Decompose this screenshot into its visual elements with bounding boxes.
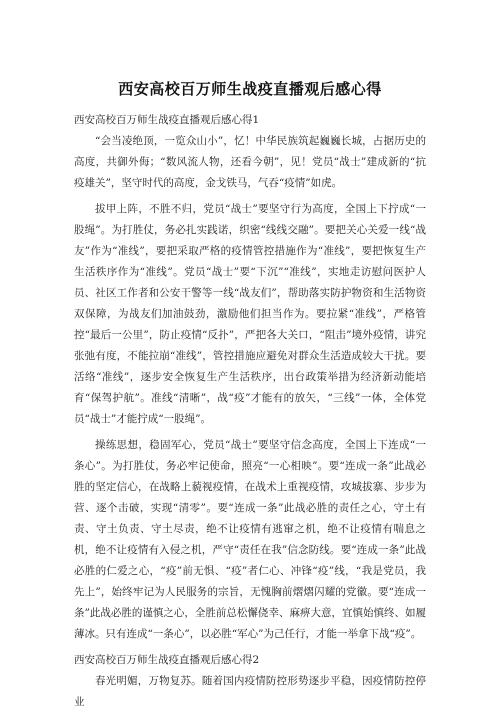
- paragraph: 操练思想，稳固军心，党员“战士”要坚守信念高度，全国上下连成“一条心”。为打胜仗，务必牢记使命，照亮“一心相映”。要“连成一条”此战必胜的坚定信心，在战略上藐视疫情，在战术上重视疫情，攻城拔寨、步步为营、逐个击破，实现“清零”。要“连成一条”此战必胜的责任之心，守土有责、守土负责、守土尽责，绝不让疫情有逃窜之机，绝不让疫情有喘息之机，绝不让疫情有入侵之机，严守“责任在我”信念防线。要“连成一条”此战必胜的仁爱之心，“疫”前无惧、“疫”者仁心、冲锋“疫”线，“我是党员，我先上”，始终牢记为人民服务的宗旨，无愧胸前熠熠闪耀的党徽。要“连成一条”此战必胜的谨慎之心，全胜前总松懈侥幸、麻痹大意，宜慎始慎终、如履薄冰。只有连成“一条心”，以必胜“军心”为己任行，才能一举拿下战“疫”。: [74, 439, 426, 640]
- paragraph: 春光明媚，万物复苏。随着国内疫情防控形势逐步平稳，因疫情防控停业: [74, 675, 426, 708]
- document-title: 西安高校百万师生战疫直播观后感心得: [118, 80, 382, 98]
- section-1: [74, 110, 426, 645]
- paragraph: 拔甲上阵，不胜不归，党员“战士”要坚守行为高度，全国上下拧成“一股绳”。为打胜仗，务必扎实践诺，织密“线线交融”。要把关心关爱一线“战友”作为“准线”，要把采取严格的疫情管控措施作为“准线”，要把恢复生产生活秩序作为“准线”。党员“战士”要“下沉”“准线”，实地走访慰问医护人员、社区工作者和公安干警等一线“战友们”，帮助落实防护物资和生活物资双保障，为战友们加油鼓劲，激励他们担当作为。要拉紧“准线”，严格管控“最后一公里”，防止疫情“反扑”，严把各大关口，“阻击”境外疫情，讲究张弛有度，不能拉崩“准线”，管控措施应避免对群众生活造成较大干扰。要活络“准线”，逐步安全恢复生产生活秩序，出台政策举措为经济新动能培育“保驾护航”。准线“清晰”，战“疫”才能有的放矢，“三线”一体，全体党员“战士”才能拧成“一股绳”。: [74, 203, 426, 425]
- paragraph: “会当凌绝顶，一览众山小”，忆！中华民族筑起巍巍长城，占据历史的高度，共御外侮；“数风流人物，还看今朝”，见！党员“战士”建成新的“抗疫雄关”，坚守时代的高度，金戈铁马，气吞“疫情”如虎。: [74, 135, 426, 189]
- section-heading: 西安高校百万师生战疫直播观后感心得1: [74, 114, 260, 126]
- section-2: [74, 650, 426, 713]
- section-heading: 西安高校百万师生战疫直播观后感心得2: [74, 654, 260, 666]
